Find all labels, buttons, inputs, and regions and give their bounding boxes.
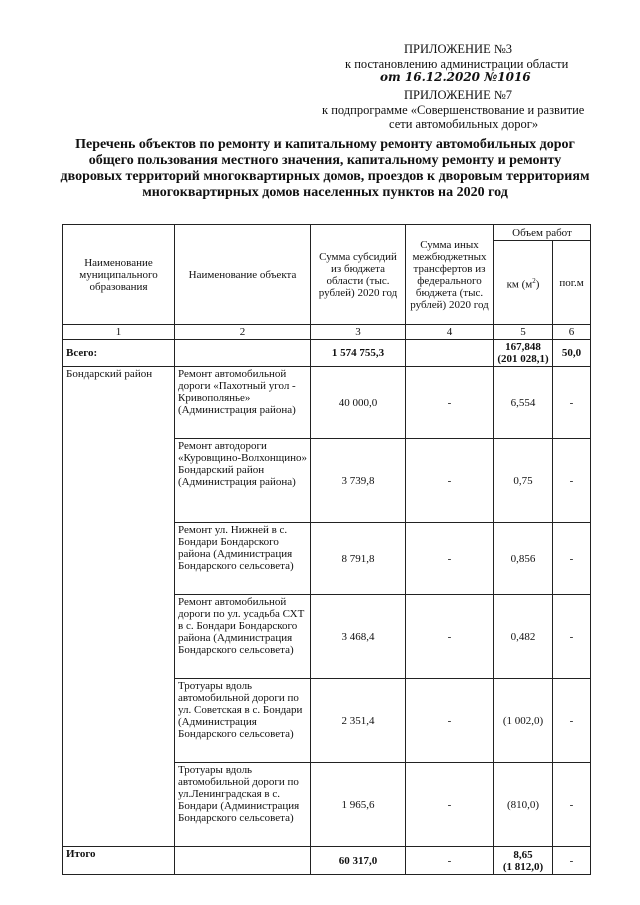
subsidy-value: 3 468,4 <box>311 595 406 679</box>
object-name: Ремонт автодороги «Куровщино-Волхонщино» Бондарский район (Администрация района) <box>175 439 311 523</box>
km-value: 0,75 <box>494 439 553 523</box>
km-value: 6,554 <box>494 367 553 439</box>
header-pm: пог.м <box>553 241 591 325</box>
subsidy-value: 1 965,6 <box>311 763 406 847</box>
subsidy-value: 2 351,4 <box>311 679 406 763</box>
pm-value: - <box>553 679 591 763</box>
column-numbers-row <box>63 325 591 340</box>
resolution-date-handwritten: от 16.12.2020 №1016 <box>380 70 531 84</box>
pm-value: - <box>553 367 591 439</box>
pm-value: - <box>553 523 591 595</box>
document-title: Перечень объектов по ремонту и капитальному ремонту автомобильных дорог общего пользования местного значения, капитальному ремонту и ремонту дворовых территорий многоквартирных домов, проездов к дворовым территориям многоквартирных домов населенных пунктов на 2020 год <box>60 137 590 200</box>
total-transfers <box>406 340 494 367</box>
header-volume: Объем работ <box>494 225 591 241</box>
transfers-value: - <box>406 523 494 595</box>
header-km: км $(м^2)$ <box>494 241 553 325</box>
object-name: Ремонт ул. Нижней в с. Бондари Бондарского района (Администрация Бондарского сельсовета) <box>175 523 311 595</box>
appendix-7-label: ПРИЛОЖЕНИЕ №7 <box>404 88 513 102</box>
total-km: 167,848 (201 028,1) <box>494 340 553 367</box>
transfers-value: - <box>406 763 494 847</box>
header-object: Наименование объекта <box>175 225 311 325</box>
subsidy-value: 3 739,8 <box>311 439 406 523</box>
subtotal-row <box>63 847 591 875</box>
km-value: (810,0) <box>494 763 553 847</box>
objects-table <box>62 224 591 875</box>
header-transfers: Сумма иных межбюджетных трансфертов из федерального бюджета (тыс. рублей) 2020 год <box>406 225 494 325</box>
total-object <box>175 340 311 367</box>
subtotal-pm: - <box>553 847 591 875</box>
total-subsidy: 1 574 755,3 <box>311 340 406 367</box>
subtotal-object <box>175 847 311 875</box>
total-label: Всего: <box>63 340 175 367</box>
subprogram-line-1: к подпрограмме «Совершенствование и развитие <box>322 103 585 117</box>
object-name: Тротуары вдоль автомобильной дороги по ул. Советская в с. Бондари (Администрация Бондарского сельсовета) <box>175 679 311 763</box>
pm-value: - <box>553 763 591 847</box>
km-value: 0,482 <box>494 595 553 679</box>
subsidy-value: 40 000,0 <box>311 367 406 439</box>
table-row <box>63 367 591 439</box>
col-number: 4 <box>406 325 494 340</box>
object-name: Ремонт автомобильной дороги «Пахотный угол - Кривополянье» (Администрация района) <box>175 367 311 439</box>
appendix-3-label: ПРИЛОЖЕНИЕ №3 <box>404 42 513 56</box>
subsidy-value: 8 791,8 <box>311 523 406 595</box>
subtotal-km: 8,65 (1 812,0) <box>494 847 553 875</box>
total-pm: 50,0 <box>553 340 591 367</box>
header-municipality: Наименование муниципального образования <box>63 225 175 325</box>
col-number: 5 <box>494 325 553 340</box>
subtotal-label: Итого <box>63 847 175 875</box>
subtotal-subsidy: 60 317,0 <box>311 847 406 875</box>
subtotal-transfers: - <box>406 847 494 875</box>
km-value: (1 002,0) <box>494 679 553 763</box>
resolution-line: к постановлению администрации области <box>345 57 569 71</box>
transfers-value: - <box>406 679 494 763</box>
object-name: Тротуары вдоль автомобильной дороги по ул.Ленинградская в с. Бондари (Администрация Бондарского сельсовета) <box>175 763 311 847</box>
pm-value: - <box>553 439 591 523</box>
transfers-value: - <box>406 595 494 679</box>
object-name: Ремонт автомобильной дороги по ул. усадьба СХТ в с. Бондари Бондарского района (Администрация Бондарского сельсовета) <box>175 595 311 679</box>
subprogram-line-2: сети автомобильных дорог» <box>389 117 539 131</box>
transfers-value: - <box>406 367 494 439</box>
district-name: Бондарский район <box>63 367 175 847</box>
col-number: 3 <box>311 325 406 340</box>
col-number: 6 <box>553 325 591 340</box>
pm-value: - <box>553 595 591 679</box>
transfers-value: - <box>406 439 494 523</box>
total-row <box>63 340 591 367</box>
km-value: 0,856 <box>494 523 553 595</box>
header-subsidy: Сумма субсидий из бюджета области (тыс. рублей) 2020 год <box>311 225 406 325</box>
col-number: 1 <box>63 325 175 340</box>
col-number: 2 <box>175 325 311 340</box>
